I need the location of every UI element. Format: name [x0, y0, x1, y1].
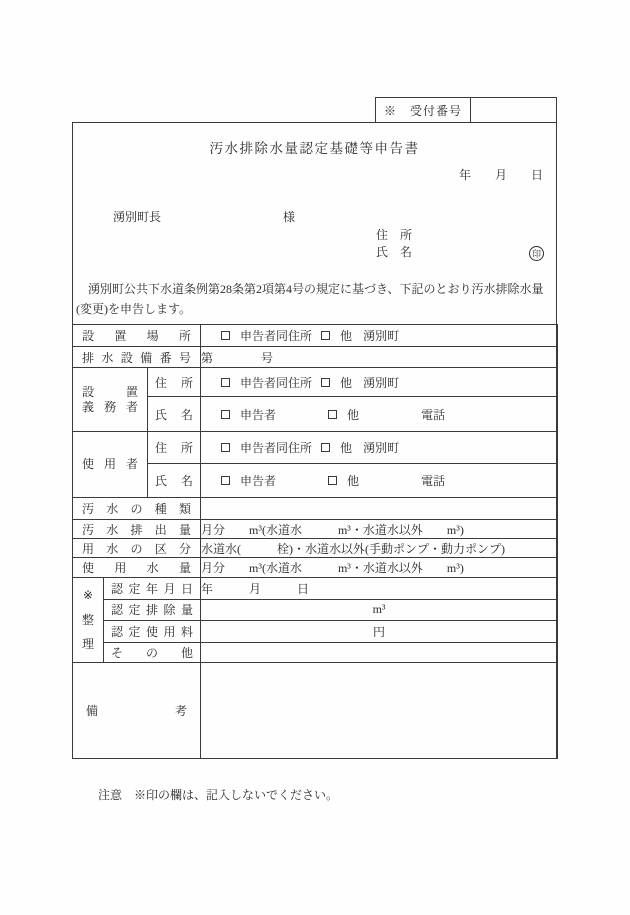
row-other — [73, 642, 558, 663]
main-table — [72, 324, 558, 759]
user-group-label: 使 用 者 — [73, 432, 148, 498]
certified-date-value: 年 月 日 — [201, 578, 558, 600]
form-title: 汚水排除水量認定基礎等申告書 — [209, 141, 420, 156]
installer-name-label: 氏 名 — [155, 407, 194, 422]
date-line: 年 月 日 — [458, 168, 543, 182]
note-text: 注意 ※印の欄は、記入しないでください。 — [98, 788, 339, 802]
form-box — [72, 122, 557, 759]
declaration-text: 湧別町公共下水道条例第28条第2項第4号の規定に基づき、下記のとおり汚水排除水量 (変更)を申告します。 — [76, 282, 544, 316]
certified-date-label: 認 定 年 月 日 — [111, 581, 194, 596]
row-sewage-discharge-volume — [73, 520, 558, 539]
checkbox-icon — [221, 476, 230, 485]
office-use-label: ※ 整 理 — [73, 578, 104, 663]
honorific: 様 — [283, 210, 296, 224]
checkbox-icon — [321, 443, 330, 452]
option-suffix: 湧別町 — [363, 329, 400, 343]
option-label: 他 — [340, 375, 353, 390]
installer-address-value — [201, 368, 558, 397]
option-label: 申告者同住所 — [240, 441, 313, 455]
row-certified-fee — [73, 621, 558, 643]
addressee-line — [89, 193, 295, 240]
row-certified-discharge — [73, 599, 558, 621]
certified-fee-label: 認 定 使 用 料 — [111, 624, 194, 639]
discharge-volume-value: 月分 m³(水道水 m³・水道水以外 m³) — [201, 520, 558, 539]
phone-label: 電話 — [421, 407, 446, 422]
row-installer-address — [73, 368, 558, 397]
row-water-usage-volume — [73, 558, 558, 578]
user-address-label: 住 所 — [155, 441, 194, 455]
discharge-volume-label: 汚 水 排 出 量 — [82, 522, 192, 537]
sender-name-label: 氏 名 — [376, 245, 413, 259]
drainage-number-value: 第 号 — [201, 347, 558, 368]
row-drainage-equipment-number — [73, 347, 558, 368]
option-suffix: 湧別町 — [363, 441, 400, 455]
seal-icon: 印 — [529, 246, 544, 261]
reception-number-box — [375, 97, 557, 123]
certified-discharge-label: 認 定 排 除 量 — [111, 603, 194, 618]
checkbox-icon — [221, 378, 230, 387]
other-value — [201, 642, 558, 663]
usage-volume-value: 月分 m³(水道水 m³・水道水以外 m³) — [201, 558, 558, 578]
option-suffix: 湧別町 — [363, 375, 400, 390]
checkbox-icon — [321, 331, 330, 340]
user-name-value — [201, 464, 558, 498]
option-label: 申告者 — [240, 407, 277, 422]
certified-fee-value: 円 — [201, 621, 558, 643]
row-certified-date — [73, 578, 558, 600]
user-address-value — [201, 432, 558, 464]
sender-block — [376, 227, 556, 261]
option-label: 申告者同住所 — [240, 329, 313, 343]
checkbox-icon — [221, 331, 230, 340]
phone-label: 電話 — [421, 474, 446, 488]
remarks-label: 備 考 — [86, 704, 188, 718]
sender-address-label: 住 所 — [376, 228, 413, 242]
checkbox-icon — [221, 410, 230, 419]
reception-number-value — [471, 98, 556, 122]
installation-place-value — [201, 325, 558, 347]
certified-discharge-value: m³ — [201, 599, 558, 621]
form-header — [73, 123, 556, 324]
row-remarks — [73, 663, 558, 759]
option-label: 他 — [347, 407, 360, 422]
water-classification-value: 水道水( 栓)・水道水以外(手動ポンプ・動力ポンプ) — [201, 539, 558, 558]
option-label: 他 — [347, 474, 360, 488]
remarks-value — [201, 663, 558, 759]
row-water-classification — [73, 539, 558, 558]
checkbox-icon — [328, 476, 337, 485]
installer-address-label: 住 所 — [155, 375, 194, 390]
option-label: 申告者 — [240, 474, 277, 488]
water-classification-label: 用 水 の 区 分 — [82, 541, 192, 556]
checkbox-icon — [328, 410, 337, 419]
user-name-label: 氏 名 — [155, 474, 194, 488]
reception-number-label: ※ 受付番号 — [376, 98, 471, 122]
checkbox-icon — [221, 443, 230, 452]
option-label: 他 — [340, 329, 353, 343]
row-user-address — [73, 432, 558, 464]
usage-volume-label: 使 用 水 量 — [82, 561, 191, 575]
addressee-name: 湧別町長 — [113, 210, 162, 224]
installer-name-value — [201, 397, 558, 432]
installer-group-label: 設 置 義 務 者 — [73, 368, 148, 432]
installation-place-label: 設 置 場 所 — [82, 329, 191, 343]
sewage-type-label: 汚 水 の 種 類 — [82, 502, 192, 516]
row-sewage-type — [73, 498, 558, 520]
other-label: そ の 他 — [111, 645, 194, 660]
drainage-number-label: 排 水 設 備 番 号 — [82, 350, 191, 365]
option-label: 他 — [340, 441, 353, 455]
row-installation-place — [73, 325, 558, 347]
checkbox-icon — [321, 378, 330, 387]
sewage-type-value — [201, 498, 558, 520]
option-label: 申告者同住所 — [240, 375, 313, 390]
